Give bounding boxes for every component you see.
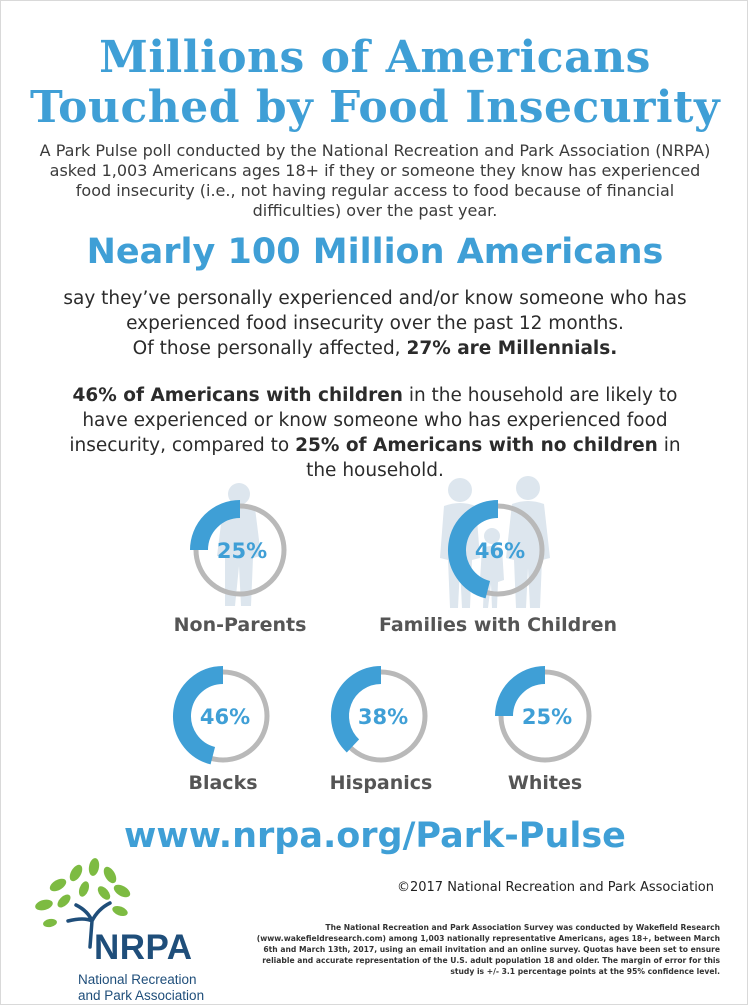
nrpa-name-line-2: and Park Association — [78, 988, 205, 1003]
methodology-note: The National Recreation and Park Association Survey was conducted by Wakefield Research (www.wakefieldresearch.com) among 1,003 nationally representative Americans, ages 18+, between March 6th and March 13th, 2017, using an email invitation and an online survey. Quotas have been set to ensure reliable and accurate representation of the U.S. adult population 18 and older. The margin of error for this study is +/- 3.1 percentage points at the 95% confidence level. — [256, 923, 720, 976]
parents-stat: 46% of Americans with children — [72, 385, 403, 406]
nrpa-wordmark: NRPA — [94, 928, 193, 967]
donut-hispanics — [329, 664, 433, 768]
park-pulse-link[interactable]: www.nrpa.org/Park-Pulse — [124, 816, 626, 856]
nrpa-name-line-1: National Recreation — [78, 972, 197, 987]
donut-blacks — [171, 664, 275, 768]
summary-line-1: say they’ve personally experienced and/or know someone who has — [63, 288, 687, 309]
title-line-2: Touched by Food Insecurity — [29, 82, 721, 133]
headline: Nearly 100 Million Americans — [86, 232, 664, 272]
label-blacks: Blacks — [188, 772, 258, 794]
nrpa-full-name — [78, 972, 204, 1004]
donut-non-parents-svg — [188, 498, 292, 602]
summary-line-3 — [20, 336, 730, 361]
label-families: Families with Children — [378, 614, 617, 636]
donut-families-svg — [446, 498, 550, 602]
donut-blacks-svg — [171, 664, 275, 768]
nrpa-logo — [28, 855, 248, 1003]
donut-value-label: 25% — [521, 705, 573, 729]
label-non-parents: Non-Parents — [173, 614, 307, 636]
label-whites: Whites — [507, 772, 583, 794]
donut-value-label: 46% — [199, 705, 251, 729]
title-line-1: Millions of Americans — [99, 32, 651, 83]
donut-value-label: 25% — [216, 539, 268, 563]
comparison-text-1: in the household are likely to have experienced or know someone who has experienced food insecurity, compared to — [69, 385, 678, 456]
donut-hispanics-svg — [329, 664, 433, 768]
donut-value-label: 38% — [357, 705, 409, 729]
millennials-stat: 27% are Millennials. — [406, 338, 618, 359]
label-hispanics: Hispanics — [329, 772, 433, 794]
comparison-text-2: in the household. — [306, 435, 681, 481]
comparison — [60, 383, 690, 483]
donut-non-parents — [188, 498, 292, 602]
donut-whites-svg — [493, 664, 597, 768]
summary-line-2: experienced food insecurity over the past 12 months. — [126, 313, 624, 334]
non-parents-stat: 25% of Americans with no children — [295, 435, 658, 456]
copyright: ©2017 National Recreation and Park Association — [396, 880, 714, 895]
summary — [20, 286, 730, 361]
summary-line-3-prefix: Of those personally affected, — [132, 338, 401, 359]
donut-value-label: 46% — [474, 539, 526, 563]
intro-text: A Park Pulse poll conducted by the National Recreation and Park Association (NRPA) asked 1,003 Americans ages 18+ if they or someone they know has experienced food insecurity (i.e., not having regular access to food because of financial difficulties) over the past year. — [39, 141, 711, 220]
donut-families — [446, 498, 550, 602]
donut-whites — [493, 664, 597, 768]
